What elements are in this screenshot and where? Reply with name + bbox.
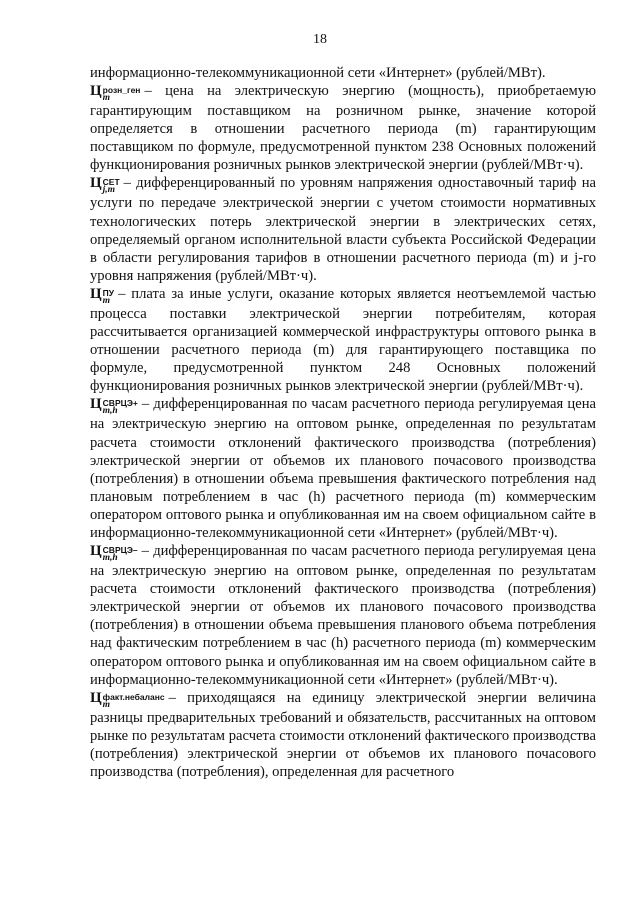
symbol-subscript: m — [102, 93, 111, 104]
formula-symbol — [90, 285, 114, 305]
symbol-base: Ц — [90, 543, 102, 560]
symbol-superscript: факт.небаланс — [102, 691, 165, 702]
formula-symbol — [90, 395, 138, 415]
symbol-superscript: розн_ген — [102, 85, 141, 96]
symbol-subscript: m — [102, 295, 111, 306]
symbol-subscript: j,m — [102, 185, 116, 196]
definition-text: – дифференцированный по уровням напряжения одноставочный тариф на услуги по передаче электрической энергии с учетом стоимости нормативных технологических потерь электрической энергии в электрических сетях, определяемый органом исполнительной власти субъекта Российской Федерации в области регулирования тарифов в отношении расчетного периода (m) и j-го уровня напряжения (рублей/МВт·ч). — [90, 175, 596, 284]
paragraph-text: информационно-телекоммуникационной сети «Интернет» (рублей/МВт). — [90, 65, 546, 81]
definition-paragraph — [90, 689, 596, 781]
page-number: 18 — [313, 32, 327, 47]
symbol-base: Ц — [90, 396, 102, 413]
formula-symbol — [90, 174, 120, 194]
definition-text: – плата за иные услуги, оказание которых является неотъемлемой частью процесса поставки электрической энергии потребителям, которая рассчитывается организацией коммерческой инфраструктуры оптового рынка в отношении расчетного периода (m) для гарантирующего поставщика по формуле, предусмотренной пунктом 248 Основных положений функционирования розничных рынков электрической энергии (рублей/МВт·ч). — [90, 285, 596, 395]
symbol-superscript: ПУ — [102, 287, 115, 298]
definition-paragraph — [90, 174, 596, 284]
symbol-superscript: СЕТ — [102, 177, 120, 188]
definition-text: – приходящаяся на единицу электрической энергии величина разницы предварительных требований и обязательств, рассчитанных на оптовом рынке по результатам расчета стоимости отклонений фактического производства (потребления) электрической энергии от объемов их планового почасового производства (потребления), определенная для расчетного — [90, 689, 596, 780]
formula-symbol — [90, 542, 138, 562]
text-paragraph — [90, 64, 596, 82]
page-body — [90, 64, 596, 781]
symbol-base: Ц — [90, 83, 102, 100]
symbol-superscript: СВРЦЭ– — [102, 545, 138, 556]
definition-paragraph — [90, 542, 596, 689]
definition-text: – дифференцированная по часам расчетного периода регулируемая цена на электрическую энергию на оптовом рынке, определенная по результатам расчета стоимости отклонений фактического производства (потребления) электрической энергии от объемов их планового почасового производства (потребления) в отношении объема превышения фактического потребления над плановым потреблением в час (h) расчетного периода (m) коммерческим оператором оптового рынка и опубликованная им на своем официальном сайте в информационно-телекоммуникационной сети «Интернет» (рублей/МВт·ч). — [90, 396, 596, 541]
symbol-subscript: m — [102, 699, 111, 710]
formula-symbol — [90, 82, 140, 102]
formula-symbol — [90, 689, 165, 709]
definition-paragraph — [90, 82, 596, 174]
definition-paragraph — [90, 395, 596, 542]
definition-text: – дифференцированная по часам расчетного периода регулируемая цена на электрическую энергию на оптовом рынке, определенная по результатам расчета стоимости отклонений фактического производства (потребления) электрической энергии от объемов их планового почасового производства (потребления) в отношении объема превышения планового объема потребления над фактическим потреблением в час (h) расчетного периода (m) коммерческим оператором оптового рынка и опубликованная им на своем официальном сайте в информационно-телекоммуникационной сети «Интернет» (рублей/МВт·ч). — [90, 543, 596, 688]
symbol-superscript: СВРЦЭ+ — [102, 398, 138, 409]
symbol-base: Ц — [90, 689, 102, 706]
symbol-base: Ц — [90, 175, 102, 192]
definition-paragraph — [90, 285, 596, 395]
definition-text: – цена на электрическую энергию (мощность), приобретаемую гарантирующим поставщиком на розничном рынке, значение которой определяется в отношении расчетного периода (m) гарантирующим поставщиком по формуле, предусмотренной пунктом 238 Основных положений функционирования розничных рынков электрической энергии (рублей/МВт·ч). — [90, 83, 596, 174]
symbol-subscript: m,h — [102, 553, 118, 564]
symbol-subscript: m,h — [102, 406, 118, 417]
symbol-base: Ц — [90, 285, 102, 302]
